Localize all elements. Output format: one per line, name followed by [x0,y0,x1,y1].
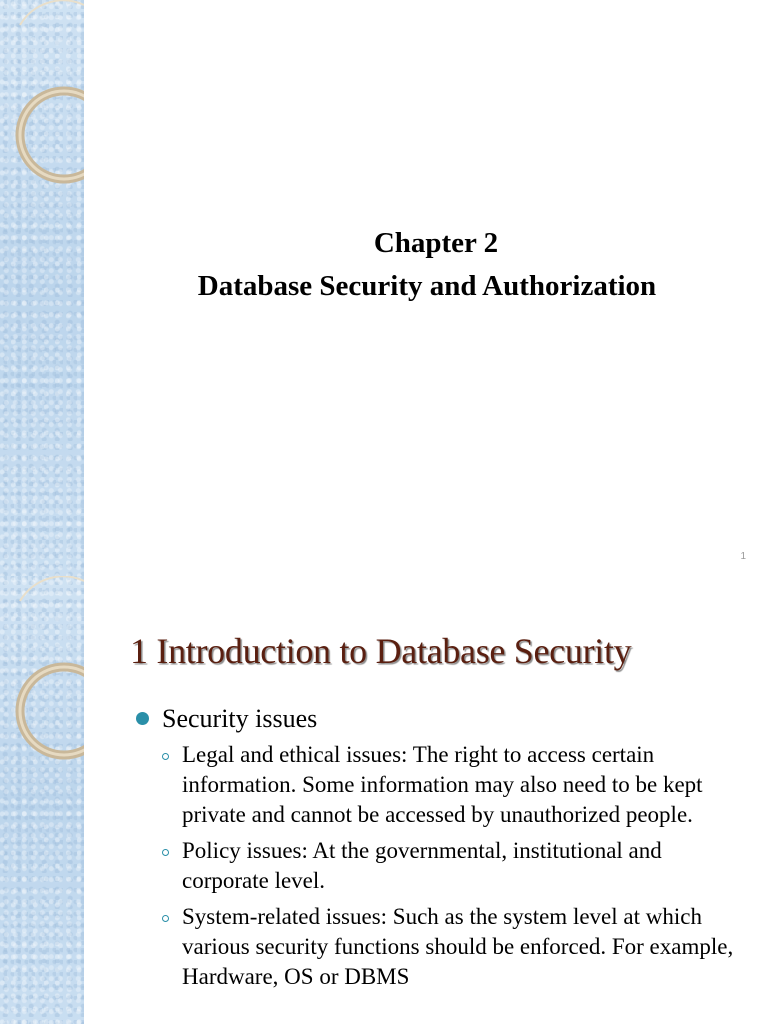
sub-bullet-text: System-related issues: Such as the system level at which various security functions should be enforced. For example, Hardware, OS or DBMS [182,904,734,989]
title-block [84,222,768,303]
bullet-text: Security issues [162,704,318,733]
sub-bullet-item [162,902,754,992]
page-number: 1 [740,551,746,562]
slide-2 [0,576,768,1024]
sub-bullet-text: Policy issues: At the governmental, institutional and corporate level. [182,838,662,893]
bullet-dot-icon [136,712,149,725]
decorative-ring-icon [0,0,90,200]
sub-bullet-text: Legal and ethical issues: The right to access certain information. Some information may also need to be kept private and cannot be accessed by unauthorized people. [182,742,703,827]
bullet-list [134,702,754,998]
sub-bullet-ring-icon [162,915,169,922]
bullet-item [134,702,754,736]
sub-bullet-ring-icon [162,753,169,760]
chapter-title: Database Security and Authorization [197,270,657,302]
slide-title: 1 Introduction to Database Security [130,631,632,671]
sub-bullet-item [162,836,754,896]
decorative-ring-icon [0,576,90,776]
sub-bullet-item [162,740,754,830]
sub-bullet-ring-icon [162,849,169,856]
chapter-label: Chapter 2 [373,227,499,259]
sub-bullet-list [134,740,754,992]
